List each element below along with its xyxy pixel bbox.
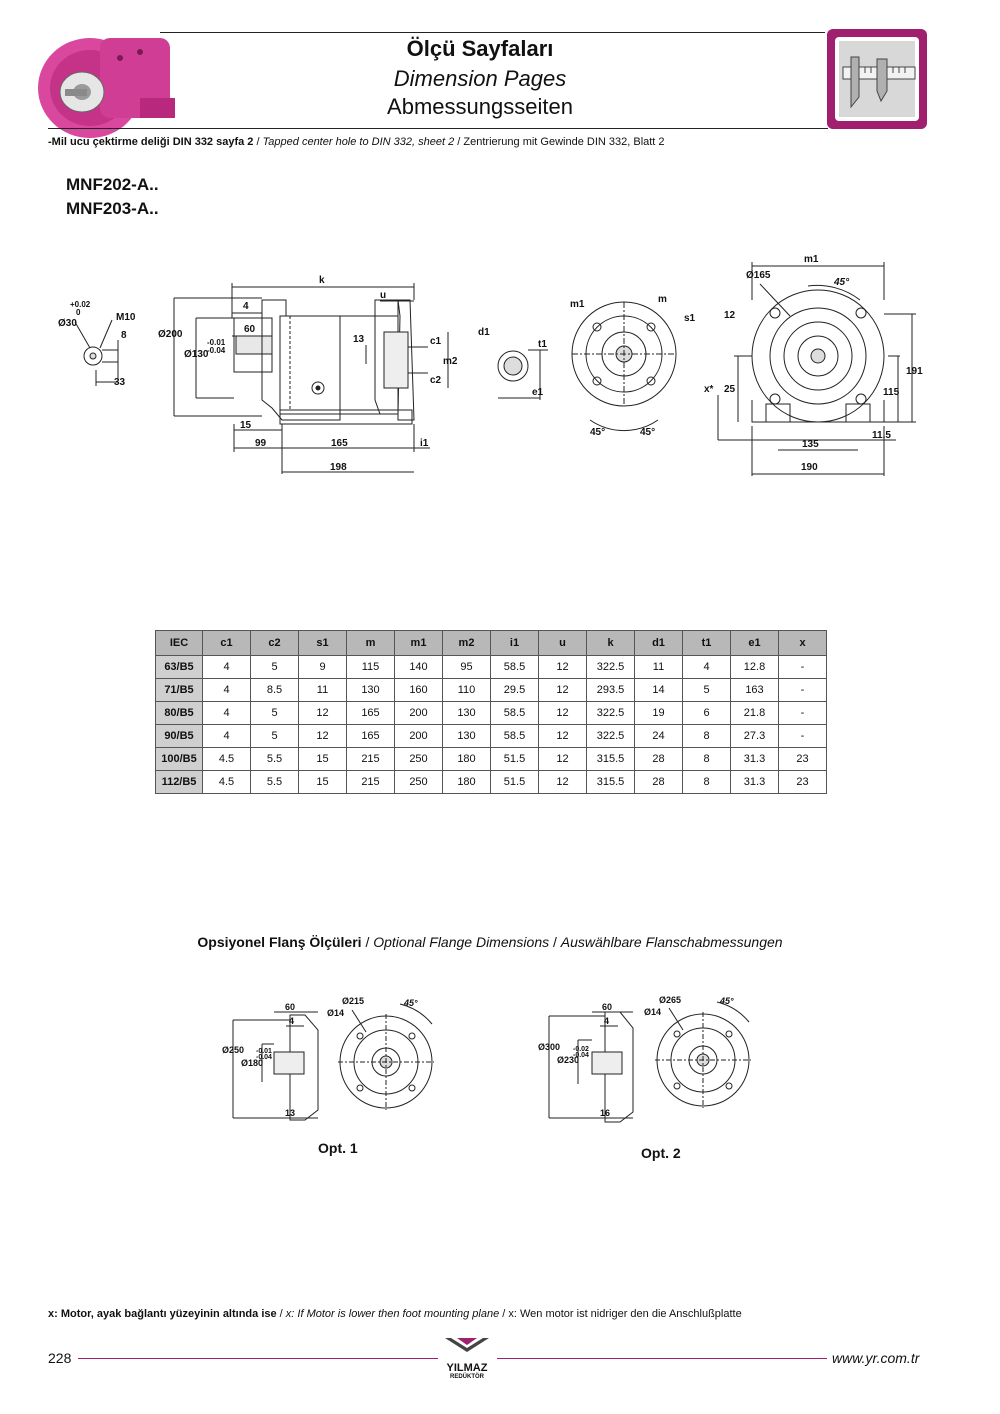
cell: 322.5 bbox=[587, 725, 635, 748]
label-60: 60 bbox=[244, 324, 256, 335]
cell: 130 bbox=[443, 725, 491, 748]
cell: 4 bbox=[203, 725, 251, 748]
label-front-25: 25 bbox=[724, 384, 736, 395]
cell: 250 bbox=[395, 748, 443, 771]
cell: 215 bbox=[347, 748, 395, 771]
cell: 115 bbox=[347, 656, 395, 679]
cell: 163 bbox=[731, 679, 779, 702]
col-header: c1 bbox=[203, 631, 251, 656]
label-angle-45-b: 45° bbox=[640, 427, 656, 438]
optional-title-en: Optional Flange Dimensions bbox=[373, 934, 550, 950]
label-angle-45-a: 45° bbox=[590, 427, 606, 438]
label-c2: c2 bbox=[430, 375, 442, 386]
cell: 12.8 bbox=[731, 656, 779, 679]
footnote-tr: x: Motor, ayak bağlantı yüzeyinin altında ise bbox=[48, 1308, 277, 1320]
label-k: k bbox=[319, 275, 325, 286]
label-thread: M10 bbox=[116, 312, 136, 323]
footnote-de: x: Wen motor ist nidriger den die Anschlußplatte bbox=[508, 1308, 742, 1320]
cell: 12 bbox=[299, 725, 347, 748]
opt2-label-pcd: Ø265 bbox=[659, 995, 682, 1005]
opt2-label-tol1: -0.02 bbox=[573, 1046, 589, 1053]
cell: 5 bbox=[251, 725, 299, 748]
subtitle-sep-2: / bbox=[454, 136, 464, 148]
subtitle-line bbox=[48, 136, 665, 148]
label-front-11-5: 11.5 bbox=[872, 430, 891, 441]
cell: 322.5 bbox=[587, 702, 635, 725]
optional-title-tr: Opsiyonel Flanş Ölçüleri bbox=[197, 934, 362, 950]
cell: 51.5 bbox=[491, 748, 539, 771]
label-front-165: Ø165 bbox=[746, 270, 771, 281]
cell: - bbox=[779, 679, 827, 702]
col-header: e1 bbox=[731, 631, 779, 656]
subtitle-de: Zentrierung mit Gewinde DIN 332, Blatt 2 bbox=[463, 136, 665, 148]
logo-subtext: REDÜKTÖR bbox=[450, 1374, 484, 1380]
footnote-en: x: If Motor is lower then foot mounting plane bbox=[285, 1308, 500, 1320]
subtitle-tr: -Mil ucu çektirme deliği DIN 332 sayfa 2 bbox=[48, 136, 254, 148]
caliper-icon bbox=[825, 27, 929, 131]
cell: - bbox=[779, 656, 827, 679]
opt2-label-angle: 45° bbox=[720, 996, 734, 1006]
label-i1: i1 bbox=[420, 438, 429, 449]
opt1-label-tol2: -0.04 bbox=[256, 1054, 272, 1061]
cell: 27.3 bbox=[731, 725, 779, 748]
cell: 4.5 bbox=[203, 748, 251, 771]
opt1-label-outer: Ø250 bbox=[222, 1045, 245, 1055]
table-row bbox=[156, 679, 827, 702]
model-name-2: MNF203-A.. bbox=[66, 199, 159, 218]
opt2-label: Opt. 2 bbox=[641, 1145, 681, 1161]
page-number: 228 bbox=[48, 1350, 72, 1366]
optional-flange-title bbox=[0, 934, 980, 950]
col-header: c2 bbox=[251, 631, 299, 656]
label-front-135: 135 bbox=[802, 439, 819, 450]
label-m: m bbox=[658, 294, 667, 305]
cell: 130 bbox=[443, 702, 491, 725]
label-198: 198 bbox=[330, 462, 347, 473]
table-row bbox=[156, 656, 827, 679]
cell: 5 bbox=[251, 702, 299, 725]
label-200: Ø200 bbox=[158, 329, 183, 340]
cell: 19 bbox=[635, 702, 683, 725]
col-header: d1 bbox=[635, 631, 683, 656]
label-front-45: 45° bbox=[834, 277, 850, 288]
cell: 293.5 bbox=[587, 679, 635, 702]
cell: 12 bbox=[539, 679, 587, 702]
cell: 51.5 bbox=[491, 771, 539, 794]
cell: 21.8 bbox=[731, 702, 779, 725]
label-u: u bbox=[380, 290, 387, 301]
col-header: IEC bbox=[156, 631, 203, 656]
footnote-sep-1: / bbox=[276, 1308, 286, 1320]
cell: 4.5 bbox=[203, 771, 251, 794]
company-logo bbox=[437, 1336, 497, 1381]
main-dimension-drawing bbox=[0, 250, 1000, 480]
col-header: u bbox=[539, 631, 587, 656]
cell: 200 bbox=[395, 725, 443, 748]
cell: 28 bbox=[635, 771, 683, 794]
opt2-label-hole: Ø14 bbox=[644, 1007, 662, 1017]
cell: 160 bbox=[395, 679, 443, 702]
col-header: s1 bbox=[299, 631, 347, 656]
cell: 315.5 bbox=[587, 748, 635, 771]
cell: 31.3 bbox=[731, 748, 779, 771]
cell: 58.5 bbox=[491, 702, 539, 725]
cell: 200 bbox=[395, 702, 443, 725]
cell: 165 bbox=[347, 725, 395, 748]
label-15: 15 bbox=[240, 420, 252, 431]
cell: - bbox=[779, 702, 827, 725]
cell: 6 bbox=[683, 702, 731, 725]
cell-iec: 100/B5 bbox=[156, 748, 203, 771]
cell: 11 bbox=[635, 656, 683, 679]
opt1-label-hole: Ø14 bbox=[327, 1008, 345, 1018]
cell: 14 bbox=[635, 679, 683, 702]
cell: 28 bbox=[635, 748, 683, 771]
footer-rule-left bbox=[78, 1358, 438, 1359]
cell: 180 bbox=[443, 771, 491, 794]
opt1-label-60: 60 bbox=[285, 1002, 296, 1012]
table-row bbox=[156, 725, 827, 748]
cell: 5.5 bbox=[251, 748, 299, 771]
cell: 29.5 bbox=[491, 679, 539, 702]
label-d1: d1 bbox=[478, 327, 490, 338]
col-header: m2 bbox=[443, 631, 491, 656]
cell: 58.5 bbox=[491, 656, 539, 679]
label-130: Ø130 bbox=[184, 349, 209, 360]
label-tol-2: -0.04 bbox=[207, 346, 226, 355]
cell: 12 bbox=[539, 748, 587, 771]
opt2-label-16: 16 bbox=[600, 1108, 611, 1118]
cell-iec: 80/B5 bbox=[156, 702, 203, 725]
cell: 5 bbox=[251, 656, 299, 679]
cell: 8 bbox=[683, 725, 731, 748]
cell: 140 bbox=[395, 656, 443, 679]
table-row bbox=[156, 771, 827, 794]
col-header: k bbox=[587, 631, 635, 656]
cell: 15 bbox=[299, 748, 347, 771]
label-s1: s1 bbox=[684, 313, 696, 324]
cell: 4 bbox=[203, 702, 251, 725]
col-header: m bbox=[347, 631, 395, 656]
table-header-row bbox=[156, 631, 827, 656]
cell: 12 bbox=[539, 771, 587, 794]
cell: 8 bbox=[683, 748, 731, 771]
cell: 322.5 bbox=[587, 656, 635, 679]
cell: 12 bbox=[539, 725, 587, 748]
opt1-label-pcd: Ø215 bbox=[342, 996, 365, 1006]
optional-sep-2: / bbox=[549, 934, 561, 950]
opt2-label-4: 4 bbox=[604, 1016, 610, 1026]
opt2-label-outer: Ø300 bbox=[538, 1042, 561, 1052]
table-row bbox=[156, 702, 827, 725]
opt1-label-inner: Ø180 bbox=[241, 1058, 264, 1068]
opt1-label-13: 13 bbox=[285, 1108, 296, 1118]
label-dim-8: 8 bbox=[121, 330, 127, 341]
subtitle-en: Tapped center hole to DIN 332, sheet 2 bbox=[262, 136, 455, 148]
cell: 12 bbox=[299, 702, 347, 725]
cell: 95 bbox=[443, 656, 491, 679]
label-e1: e1 bbox=[532, 387, 544, 398]
opt1-label-tol1: -0.01 bbox=[256, 1048, 272, 1055]
logo-text: YILMAZ bbox=[446, 1362, 488, 1374]
table-row bbox=[156, 748, 827, 771]
dimension-table bbox=[155, 630, 827, 794]
cell: 31.3 bbox=[731, 771, 779, 794]
cell: 180 bbox=[443, 748, 491, 771]
label-shaft-tol-bottom: 0 bbox=[76, 308, 81, 317]
label-tol-1: -0.01 bbox=[207, 338, 226, 347]
label-front-x: x* bbox=[704, 384, 714, 395]
label-front-115: 115 bbox=[883, 387, 900, 398]
label-13: 13 bbox=[353, 334, 365, 345]
opt2-label-tol2: -0.04 bbox=[573, 1052, 589, 1059]
cell: 15 bbox=[299, 771, 347, 794]
cell: 4 bbox=[203, 656, 251, 679]
cell: 8.5 bbox=[251, 679, 299, 702]
label-m1: m1 bbox=[570, 299, 585, 310]
label-99: 99 bbox=[255, 438, 267, 449]
cell: 215 bbox=[347, 771, 395, 794]
logo-mark-icon bbox=[437, 1336, 497, 1358]
cell: 24 bbox=[635, 725, 683, 748]
cell: 12 bbox=[539, 702, 587, 725]
label-165: 165 bbox=[331, 438, 348, 449]
page-title-en: Dimension Pages bbox=[393, 66, 567, 91]
footer-rule-right bbox=[497, 1358, 827, 1359]
opt1-label-angle: 45° bbox=[404, 998, 418, 1008]
cell: 110 bbox=[443, 679, 491, 702]
col-header: x bbox=[779, 631, 827, 656]
footnote bbox=[48, 1308, 742, 1320]
cell: 58.5 bbox=[491, 725, 539, 748]
col-header: t1 bbox=[683, 631, 731, 656]
cell: 4 bbox=[683, 656, 731, 679]
cell: 23 bbox=[779, 748, 827, 771]
cell: 23 bbox=[779, 771, 827, 794]
footnote-sep-2: / bbox=[499, 1308, 509, 1320]
header-top-rule bbox=[160, 32, 825, 33]
page-title-tr: Ölçü Sayfaları bbox=[406, 36, 554, 61]
cell: 315.5 bbox=[587, 771, 635, 794]
opt1-label-4: 4 bbox=[289, 1016, 295, 1026]
label-front-191: 191 bbox=[906, 366, 923, 377]
website-link[interactable]: www.yr.com.tr bbox=[832, 1350, 920, 1366]
cell: 9 bbox=[299, 656, 347, 679]
cell: 165 bbox=[347, 702, 395, 725]
label-m2: m2 bbox=[443, 356, 458, 367]
cell: 250 bbox=[395, 771, 443, 794]
label-shaft-dia: Ø30 bbox=[58, 318, 77, 329]
label-dim-33: 33 bbox=[114, 377, 126, 388]
label-front-190: 190 bbox=[801, 462, 818, 473]
cell-iec: 63/B5 bbox=[156, 656, 203, 679]
cell: 8 bbox=[683, 771, 731, 794]
model-name-1: MNF202-A.. bbox=[66, 175, 159, 194]
opt1-label: Opt. 1 bbox=[318, 1140, 358, 1156]
label-t1: t1 bbox=[538, 339, 547, 350]
header-bottom-rule bbox=[48, 128, 828, 129]
label-c1: c1 bbox=[430, 336, 442, 347]
cell: 5.5 bbox=[251, 771, 299, 794]
col-header: i1 bbox=[491, 631, 539, 656]
optional-title-de: Auswählbare Flanschabmessungen bbox=[560, 934, 783, 950]
optional-flange-drawings bbox=[0, 990, 1000, 1130]
cell-iec: 112/B5 bbox=[156, 771, 203, 794]
page-title-de: Abmessungsseiten bbox=[387, 94, 573, 119]
label-front-12: 12 bbox=[724, 310, 736, 321]
cell: 4 bbox=[203, 679, 251, 702]
cell: - bbox=[779, 725, 827, 748]
col-header: m1 bbox=[395, 631, 443, 656]
cell: 12 bbox=[539, 656, 587, 679]
cell: 11 bbox=[299, 679, 347, 702]
label-shaft-tol-top: +0.02 bbox=[70, 300, 91, 309]
opt2-label-inner: Ø230 bbox=[557, 1055, 580, 1065]
cell: 130 bbox=[347, 679, 395, 702]
subtitle-sep-1: / bbox=[253, 136, 263, 148]
optional-sep-1: / bbox=[361, 934, 374, 950]
cell-iec: 90/B5 bbox=[156, 725, 203, 748]
cell: 5 bbox=[683, 679, 731, 702]
cell-iec: 71/B5 bbox=[156, 679, 203, 702]
label-4: 4 bbox=[243, 301, 249, 312]
opt2-label-60: 60 bbox=[602, 1002, 613, 1012]
label-front-m1: m1 bbox=[804, 254, 819, 265]
